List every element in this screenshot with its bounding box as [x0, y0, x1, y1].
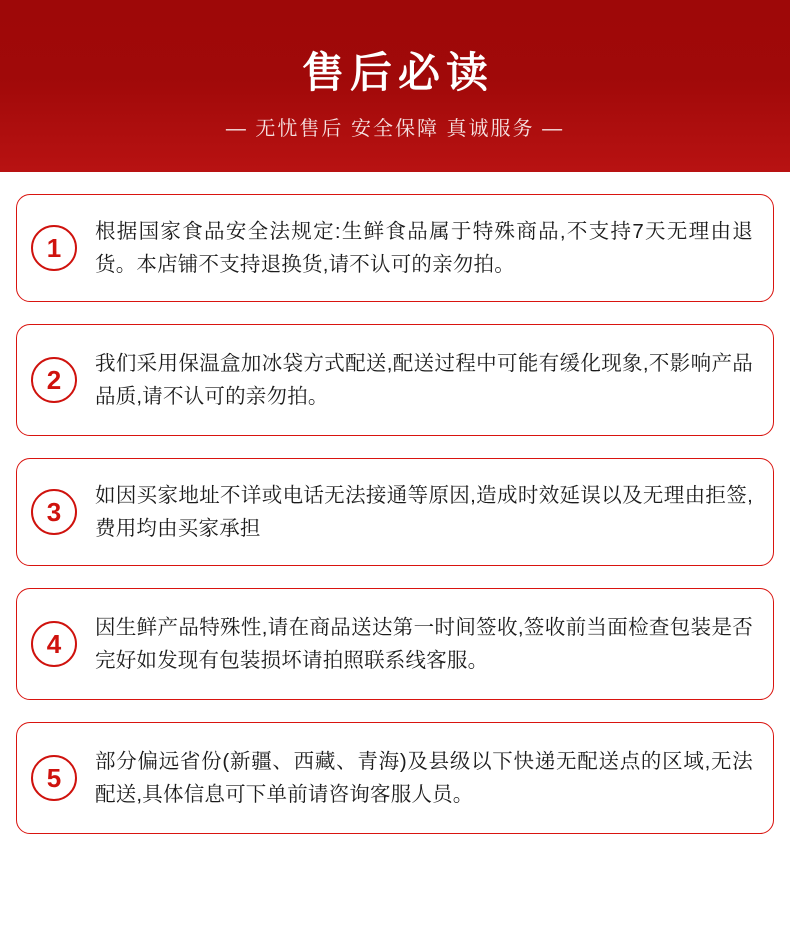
item-number-badge: 4 — [31, 621, 77, 667]
item-text: 如因买家地址不详或电话无法接通等原因,造成时效延误以及无理由拒签,费用均由买家承担 — [95, 483, 753, 540]
page-title: 售后必读 — [301, 49, 494, 97]
list-item — [16, 324, 774, 436]
list-item — [16, 194, 774, 302]
item-text: 因生鲜产品特殊性,请在商品送达第一时间签收,签收前当面检查包装是否完好如发现有包装损坏请拍照联系线客服。 — [95, 615, 753, 672]
item-text: 我们采用保温盒加冰袋方式配送,配送过程中可能有缓化现象,不影响产品品质,请不认可的亲勿拍。 — [95, 351, 753, 408]
item-text: 部分偏远省份(新疆、西藏、青海)及县级以下快递无配送点的区域,无法配送,具体信息可下单前请咨询客服人员。 — [95, 749, 753, 806]
item-number-badge: 5 — [31, 755, 77, 801]
notice-list — [0, 172, 790, 848]
list-item — [16, 588, 774, 700]
item-text: 根据国家食品安全法规定:生鲜食品属于特殊商品,不支持7天无理由退货。本店铺不支持退换货,请不认可的亲勿拍。 — [95, 219, 753, 276]
list-item — [16, 458, 774, 566]
page-subtitle: — 无忧售后 安全保障 真诚服务 — — [225, 117, 565, 140]
item-number-badge: 1 — [31, 225, 77, 271]
item-number-badge: 2 — [31, 357, 77, 403]
page-header — [0, 0, 790, 172]
item-number-badge: 3 — [31, 489, 77, 535]
list-item — [16, 722, 774, 834]
